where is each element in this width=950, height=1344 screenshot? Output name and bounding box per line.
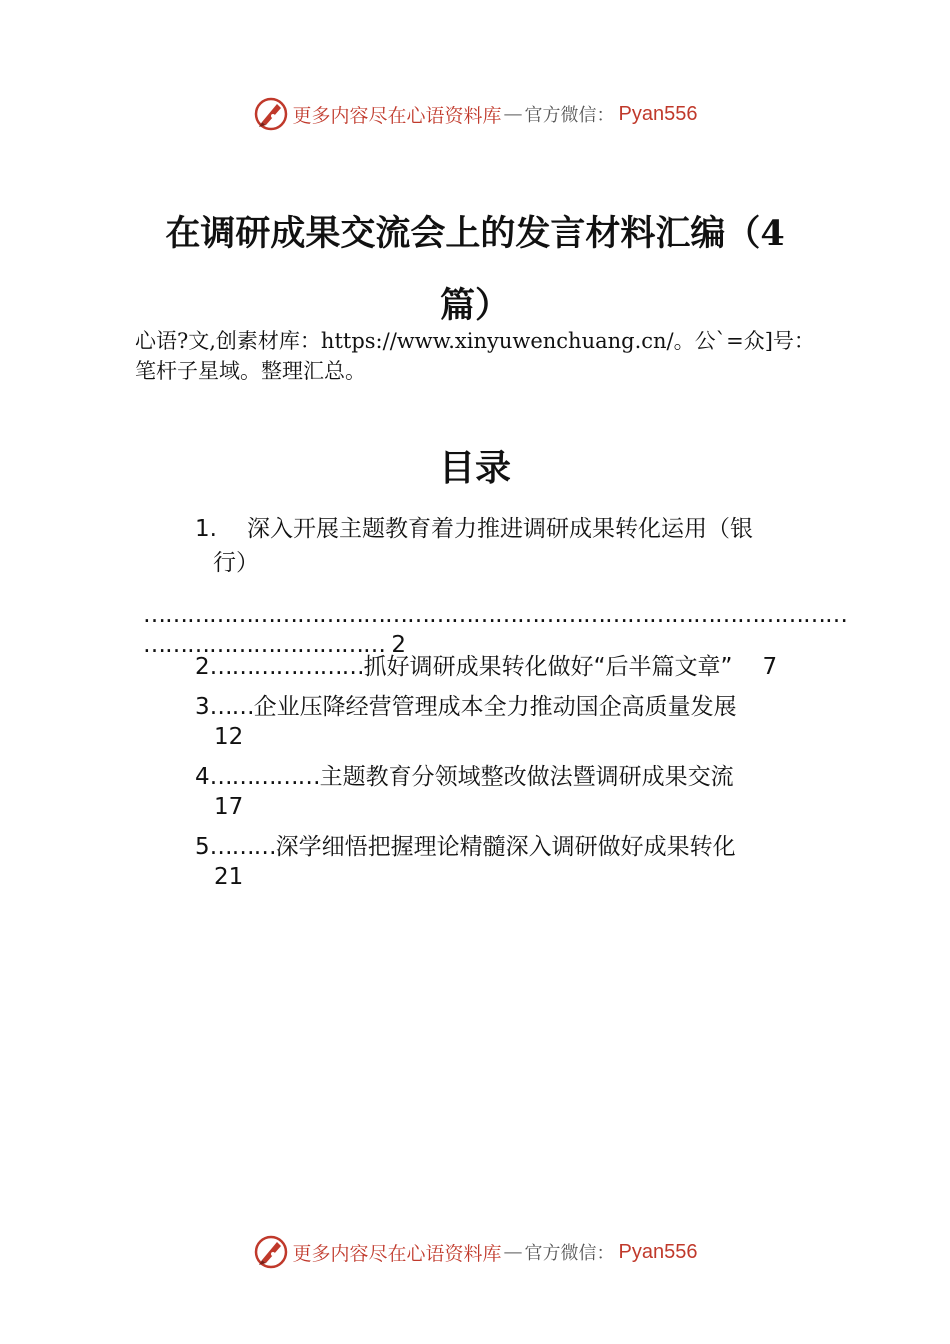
footer-banner: [0, 1232, 950, 1272]
title-line-1: 在调研成果交流会上的发言材料汇编（4: [165, 213, 785, 254]
banner-text: 更多内容尽在心语资料库: [292, 104, 502, 127]
banner-separator: —: [503, 1241, 523, 1263]
source-note: 心语?文,创素材库：https://www.xinyuwenchuang.cn/。公`=众]号：笔杆子星域。整理汇总。: [135, 329, 815, 383]
pen-nib-logo-icon: [253, 96, 289, 132]
banner-wechat-label: 官方微信：: [524, 105, 615, 126]
toc-page-number: 7: [762, 654, 778, 680]
title-line-2: 篇）: [439, 285, 510, 326]
toc-dot-leader-line2: …………………………… 2: [143, 632, 405, 658]
toc-entry-title: 主题教育分领域整改做法暨调研成果交流: [319, 764, 734, 790]
banner-wechat-id: Pyan556: [618, 1240, 698, 1263]
toc-entry-number: 5: [195, 834, 210, 860]
toc-entry-4[interactable]: [195, 762, 845, 822]
toc-entry-title: 企业压降经营管理成本全力推动国企高质量发展: [253, 694, 737, 720]
banner-wechat-label: 官方微信：: [524, 1243, 615, 1264]
toc-page-number: 17: [214, 794, 244, 820]
pen-nib-logo-icon: [253, 1234, 289, 1270]
toc-entry-title: 深入开展主题教育着力推进调研成果转化运用（银: [247, 516, 753, 542]
toc-entry-title-cont: 行）: [213, 550, 259, 576]
banner-text: 更多内容尽在心语资料库: [292, 1242, 502, 1265]
toc-page-number: 21: [214, 864, 244, 890]
toc-entry-2[interactable]: [195, 652, 845, 682]
toc-entry-title: 深学细悟把握理论精髓深入调研做好成果转化: [275, 834, 736, 860]
toc-entry-number: 2: [195, 654, 210, 680]
toc-dot-leader: ………: [209, 834, 276, 860]
toc-entry-5[interactable]: [195, 832, 845, 892]
banner-separator: —: [503, 103, 523, 125]
header-banner: [0, 94, 950, 134]
document-title: [150, 198, 800, 342]
toc-entry-number: 4: [195, 764, 210, 790]
toc-page-number: 12: [214, 724, 244, 750]
toc-heading: 目录: [438, 447, 511, 489]
toc-dot-leader: …………………: [209, 654, 364, 680]
toc-dot-leader: ……: [209, 694, 254, 720]
toc-page-number: 2: [391, 632, 405, 658]
toc-dot-leader: ……………: [209, 764, 320, 790]
toc-entry-title: 抓好调研成果转化做好“后半篇文章”: [363, 654, 733, 680]
toc-entry-number: 3: [195, 694, 210, 720]
toc-entry-1[interactable]: [143, 512, 847, 658]
toc-dot-leader: ……………………………………………………………………………………: [143, 602, 847, 628]
toc-entry-3[interactable]: [195, 692, 845, 752]
banner-wechat-id: Pyan556: [618, 102, 698, 125]
toc-entry-number: 1.: [195, 516, 217, 542]
